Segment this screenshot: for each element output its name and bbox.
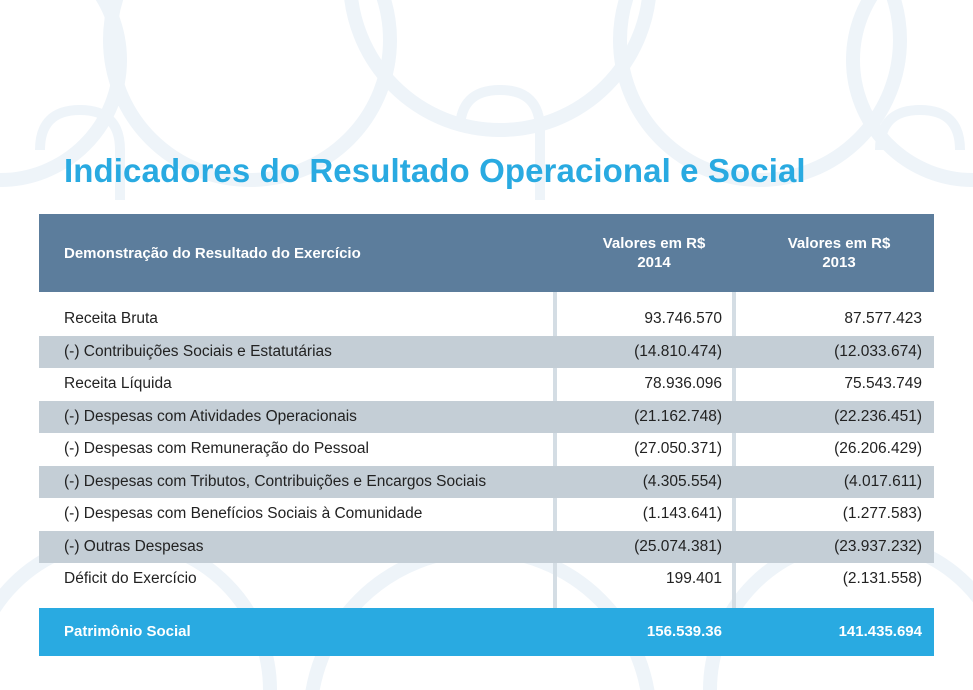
row-value-2013: (22.236.451)	[834, 407, 922, 425]
row-value-2014: (4.305.554)	[642, 472, 722, 490]
row-label: (-) Contribuições Sociais e Estatutárias	[64, 342, 332, 360]
header-2014-line2: 2014	[637, 254, 671, 271]
financial-table	[39, 214, 934, 656]
row-label: Receita Líquida	[64, 375, 172, 393]
row-label: (-) Despesas com Benefícios Sociais à Comunidade	[64, 505, 423, 523]
row-value-2014: (1.143.641)	[642, 505, 722, 523]
row-value-2014: 93.746.570	[644, 310, 722, 328]
row-value-2013: (26.206.429)	[834, 440, 922, 458]
table-header	[39, 214, 934, 292]
row-label: (-) Despesas com Tributos, Contribuições e Encargos Sociais	[64, 472, 487, 490]
header-2013-line2: 2013	[822, 254, 856, 271]
row-label: (-) Despesas com Remuneração do Pessoal	[64, 440, 369, 458]
total-row	[39, 608, 934, 656]
page-title: Indicadores do Resultado Operacional e Social	[64, 152, 806, 189]
header-2014-line1: Valores em R$	[602, 235, 706, 252]
table-row	[39, 498, 934, 531]
row-label: (-) Outras Despesas	[64, 537, 204, 555]
row-value-2013: 87.577.423	[844, 310, 922, 328]
row-value-2013: (4.017.611)	[843, 472, 922, 490]
row-value-2013: (12.033.674)	[834, 342, 922, 360]
row-value-2014: 199.401	[665, 570, 722, 588]
row-value-2014: (14.810.474)	[634, 342, 722, 360]
total-value-2013: 141.435.694	[838, 623, 922, 640]
row-value-2013: (1.277.583)	[842, 505, 922, 523]
total-value-2014: 156.539.36	[646, 623, 722, 640]
table-row	[39, 303, 934, 336]
row-label: Receita Bruta	[64, 310, 158, 328]
header-description: Demonstração do Resultado do Exercício	[64, 244, 361, 262]
table-row	[39, 433, 934, 466]
row-label: Déficit do Exercício	[64, 570, 197, 588]
row-value-2014: 78.936.096	[644, 375, 722, 393]
table-row	[39, 531, 934, 564]
header-2013	[734, 234, 934, 272]
row-value-2014: (25.074.381)	[634, 537, 722, 555]
row-value-2014: (27.050.371)	[634, 440, 722, 458]
table-row	[39, 563, 934, 596]
header-2014	[554, 234, 734, 272]
table-row	[39, 368, 934, 401]
row-value-2013: (23.937.232)	[834, 537, 922, 555]
row-value-2013: 75.543.749	[844, 375, 922, 393]
row-label: (-) Despesas com Atividades Operacionais	[64, 407, 357, 425]
row-value-2013: (2.131.558)	[842, 570, 922, 588]
row-value-2014: (21.162.748)	[634, 407, 722, 425]
table-row	[39, 401, 934, 434]
table-row	[39, 336, 934, 369]
header-2013-line1: Valores em R$	[787, 235, 891, 252]
table-row	[39, 466, 934, 499]
total-label: Patrimônio Social	[64, 623, 191, 640]
